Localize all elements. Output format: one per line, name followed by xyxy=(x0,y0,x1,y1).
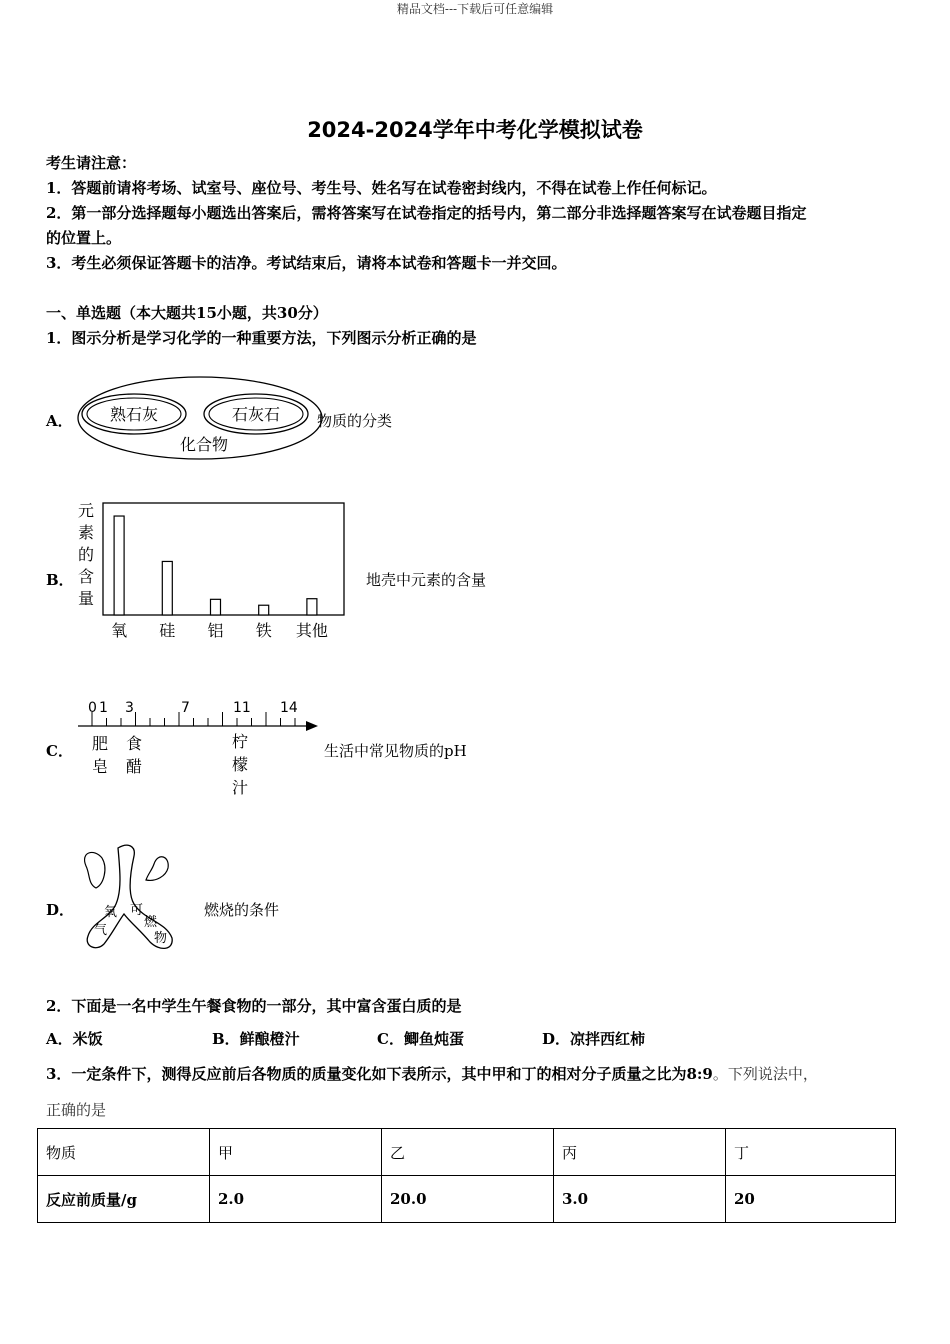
ylabel-char-4: 量 xyxy=(77,589,95,608)
ph-tick-label-3: 3 xyxy=(125,700,134,716)
inner-label-1: 熟石灰 xyxy=(109,405,159,424)
table-cell: 甲 xyxy=(210,1129,382,1176)
q1-option-d-label: D． xyxy=(46,901,75,919)
lemon-char-3: 汁 xyxy=(232,778,249,797)
classification-diagram xyxy=(74,374,324,464)
notice-item-3: 3．考生必须保证答题卡的洁净。考试结束后，请将本试卷和答题卡一并交回。 xyxy=(46,254,567,272)
section-heading: 一、单选题（本大题共15小题，共30分） xyxy=(46,304,328,322)
ph-ticks xyxy=(92,712,295,726)
combustion-conditions-diagram xyxy=(74,842,184,954)
table-cell: 20 xyxy=(726,1176,896,1223)
inner-label-2: 石灰石 xyxy=(231,405,281,424)
bar-3 xyxy=(259,605,269,615)
q2-option-b: B．鲜酿橙汁 xyxy=(212,1030,300,1048)
notice-item-2-cont: 的位置上。 xyxy=(46,229,122,247)
q2-option-c: C．鲫鱼炖蛋 xyxy=(377,1030,464,1048)
ph-tick-label-0: 0 xyxy=(88,700,97,716)
fuel-char-2: 燃 xyxy=(144,915,158,930)
q1-option-a-caption: 物质的分类 xyxy=(317,412,393,430)
table-cell: 20.0 xyxy=(382,1176,554,1223)
q3-stem-main: 3．一定条件下，测得反应前后各物质的质量变化如下表所示，其中甲和丁的相对分子质量之比为8:9 xyxy=(46,1065,713,1083)
table-cell: 丁 xyxy=(726,1129,896,1176)
fuel-char-3: 物 xyxy=(154,931,168,946)
ph-tick-label-1: 1 xyxy=(99,700,108,716)
vinegar-char-1: 食 xyxy=(126,734,143,753)
soap-char-2: 皂 xyxy=(92,757,109,776)
page-title: 2024-2024学年中考化学模拟试卷 xyxy=(307,118,643,142)
q1-stem: 1．图示分析是学习化学的一种重要方法，下列图示分析正确的是 xyxy=(46,329,477,347)
ylabel-char-0: 元 xyxy=(77,501,95,520)
q1-option-c-caption: 生活中常见物质的pH xyxy=(324,742,467,760)
flame-left-icon xyxy=(85,852,105,888)
notice-item-1: 1．答题前请将考场、试室号、座位号、考生号、姓名写在试卷密封线内，不得在试卷上作任何标记。 xyxy=(46,179,717,197)
lemon-char-2: 檬 xyxy=(232,755,249,774)
category-label-4: 其他 xyxy=(295,621,328,640)
q2-stem: 2．下面是一名中学生午餐食物的一部分，其中富含蛋白质的是 xyxy=(46,997,462,1015)
ylabel-char-2: 的 xyxy=(77,545,95,564)
q1-option-b-caption: 地壳中元素的含量 xyxy=(366,571,487,589)
outer-label: 化合物 xyxy=(179,435,229,454)
chart-categories xyxy=(111,621,328,640)
category-label-0: 氧 xyxy=(111,621,128,640)
bar-4 xyxy=(307,599,317,615)
ph-tick-label-14: 14 xyxy=(280,700,298,716)
category-label-1: 硅 xyxy=(159,621,176,640)
q1-option-a-label: A． xyxy=(46,412,73,430)
oxygen-char-2: 气 xyxy=(94,923,108,938)
vinegar-char-2: 醋 xyxy=(126,757,143,776)
chart-bars xyxy=(114,516,317,615)
bar-2 xyxy=(211,599,221,615)
crust-elements-chart xyxy=(70,496,355,646)
bar-1 xyxy=(162,561,172,615)
table-cell: 物质 xyxy=(38,1129,210,1176)
ylabel-char-3: 含 xyxy=(77,567,95,586)
category-label-2: 铝 xyxy=(207,621,224,640)
soap-char-1: 肥 xyxy=(92,734,109,753)
table-cell: 丙 xyxy=(554,1129,726,1176)
q2-option-d: D．凉拌西红柿 xyxy=(542,1030,646,1048)
category-label-3: 铁 xyxy=(255,621,272,640)
table-cell: 2.0 xyxy=(210,1176,382,1223)
lemon-char-1: 柠 xyxy=(232,732,249,751)
ph-tick-label-11: 11 xyxy=(233,700,251,716)
q3-stem-tail: 。下列说法中， xyxy=(712,1065,818,1083)
q1-option-c-label: C． xyxy=(46,742,73,760)
fuel-char-1: 可 xyxy=(130,903,144,918)
flame-right-icon xyxy=(146,857,168,881)
q1-option-d-caption: 燃烧的条件 xyxy=(204,901,280,919)
table-cell: 乙 xyxy=(382,1129,554,1176)
oxygen-char-1: 氧 xyxy=(104,905,118,920)
bar-0 xyxy=(114,516,124,615)
ylabel-char-1: 素 xyxy=(77,523,95,542)
q1-option-b-label: B． xyxy=(46,571,74,589)
notice-item-2: 2．第一部分选择题每小题选出答案后，需将答案写在试卷指定的括号内，第二部分非选择题答案写在试卷题目指定 xyxy=(46,204,807,222)
page-header: 精品文档---下载后可任意编辑 xyxy=(396,2,554,16)
q3-stem xyxy=(46,1063,818,1084)
ph-scale-diagram xyxy=(74,696,324,801)
ph-tick-label-7: 7 xyxy=(181,700,190,716)
chart-ylabel xyxy=(78,501,94,608)
table-cell: 3.0 xyxy=(554,1176,726,1223)
q3-stem-line2: 正确的是 xyxy=(46,1101,107,1119)
q2-option-a: A．米饭 xyxy=(46,1030,103,1048)
ph-arrowhead xyxy=(306,721,318,731)
table-header-row xyxy=(38,1129,896,1176)
q3-mass-table xyxy=(37,1128,896,1223)
table-cell: 反应前质量/g xyxy=(38,1176,210,1223)
notice-heading: 考生请注意： xyxy=(46,154,137,172)
table-row xyxy=(38,1176,896,1223)
